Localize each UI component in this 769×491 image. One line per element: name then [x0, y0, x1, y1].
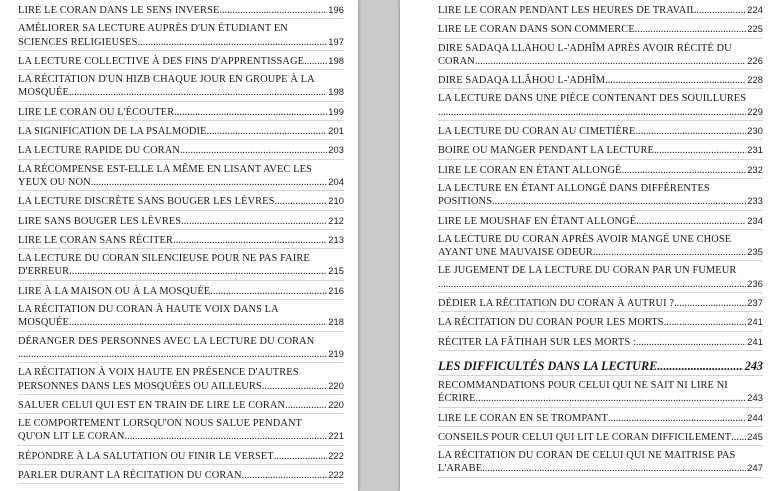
toc-entry[interactable] — [438, 293, 763, 312]
toc-entry-title: MOSQUÉE — [18, 87, 69, 99]
toc-entry-title: DIRE SADAQA LLÂHOU L-'ADHÎM — [438, 75, 606, 87]
toc-entry[interactable] — [438, 408, 763, 427]
toc-entry-row — [18, 265, 344, 278]
toc-entry[interactable] — [438, 312, 763, 331]
toc-entry-row — [18, 469, 344, 482]
toc-entry-title: PARLER DURANT LA RÉCITATION DU CORAN — [18, 470, 242, 482]
toc-entry[interactable] — [438, 332, 763, 351]
toc-entry-title: LA RÉCITATION DU CORAN POUR LES MORTS — [438, 317, 664, 329]
toc-entry-row — [18, 430, 344, 443]
toc-entry-title-line: DIRE SADAQA LLAHOU L-'ADHÎM APRÈS AVOIR RÉCITÉ DU — [438, 42, 732, 54]
toc-page-number: 243 — [747, 393, 763, 404]
toc-entry-title: L'ARABE — [438, 463, 483, 475]
dot-leader — [69, 317, 327, 329]
toc-entry-row — [18, 144, 344, 157]
toc-entry[interactable] — [18, 300, 344, 332]
toc-entry[interactable] — [18, 0, 344, 19]
dot-leader — [608, 413, 746, 425]
toc-entry-row — [18, 4, 344, 17]
toc-entry-title: POSITIONS — [438, 196, 493, 208]
dot-leader — [654, 145, 746, 157]
dot-leader — [219, 5, 327, 17]
toc-entry-row — [18, 86, 344, 99]
dot-leader — [635, 126, 746, 138]
toc-entry[interactable] — [438, 39, 763, 71]
toc-page-number: 247 — [747, 463, 763, 474]
toc-entry-row — [438, 297, 763, 310]
dot-leader — [180, 145, 327, 157]
dot-leader — [622, 165, 747, 177]
dot-leader — [657, 359, 743, 373]
toc-entry[interactable] — [18, 332, 344, 364]
toc-entry-row — [18, 316, 344, 329]
toc-entry-title-line: LA RÉCITATION À VOIX HAUTE EN PRÉSENCE D'AUTRES — [18, 367, 299, 379]
toc-entry[interactable] — [438, 179, 763, 211]
toc-page-number: 196 — [328, 5, 344, 15]
toc-entry-title-line: LA RÉCITATION DU CORAN À HAUTE VOIX DANS LA — [18, 304, 279, 316]
toc-entry-row — [18, 106, 344, 119]
toc-entry-title: LIRE LE CORAN EN SE TROMPANT — [438, 412, 608, 424]
dot-leader — [593, 247, 746, 259]
toc-entry[interactable] — [18, 140, 344, 159]
toc-entry-title: LA LECTURE DISCRÈTE SANS BOUGER LES LÈVRES — [18, 196, 275, 208]
toc-page-number: 197 — [328, 36, 344, 47]
toc-page-number: 203 — [328, 145, 344, 156]
toc-entry-title: LA LECTURE RAPIDE DU CORAN — [18, 145, 180, 157]
toc-entry[interactable] — [438, 121, 763, 140]
toc-entry-title: PERSONNES DANS LES MOSQUÉES OU AILLEURS — [18, 380, 262, 392]
toc-page-number: 199 — [328, 106, 344, 117]
toc-page-number: 235 — [747, 247, 763, 258]
dot-leader — [18, 349, 327, 361]
toc-page-number: 213 — [328, 234, 344, 245]
toc-entry-title-line: LA LECTURE DU CORAN SILENCIEUSE POUR NE PAS FAIRE — [18, 253, 310, 265]
toc-entry-title-line: LE JUGEMENT DE LA LECTURE DU CORAN PAR UN FUMEUR — [438, 265, 737, 277]
toc-page-number: 221 — [328, 431, 344, 442]
toc-entry[interactable] — [438, 140, 763, 159]
dot-leader — [274, 196, 327, 208]
dot-leader — [304, 56, 327, 68]
toc-entry[interactable] — [438, 211, 763, 230]
dot-leader — [636, 337, 746, 349]
toc-page-number: 225 — [747, 24, 763, 35]
toc-entry[interactable] — [18, 446, 344, 465]
toc-entry-row — [18, 234, 344, 247]
dot-leader — [69, 87, 327, 99]
dot-leader — [636, 216, 746, 228]
toc-entry-title: D'ERREUR — [18, 266, 70, 278]
toc-entry-title-line: LA LECTURE EN ÉTANT ALLONGÉ DANS DIFFÉRENTES — [438, 182, 710, 194]
toc-entry-row — [438, 412, 763, 425]
dot-leader — [438, 279, 746, 291]
toc-page-number: 237 — [747, 298, 763, 309]
toc-entry-row — [18, 36, 344, 49]
toc-page-number: 198 — [328, 55, 344, 66]
toc-page-number: 241 — [747, 336, 763, 347]
toc-entry-title: CONSEILS POUR CELUI QUI LIT LE CORAN DIFFICILEMENT — [438, 431, 732, 443]
toc-entry-row — [438, 55, 763, 68]
toc-entry-title-line: LA RÉCITATION D'UN HIZB CHAQUE JOUR EN GROUPE À LA — [18, 74, 315, 86]
toc-page-number: 204 — [328, 176, 344, 187]
toc-entry-row — [18, 176, 344, 189]
toc-entry-title: LIRE LE MOUSHAF EN ÉTANT ALLONGÉ — [438, 215, 637, 227]
toc-entry-row — [438, 316, 763, 329]
toc-entry-title: LA LECTURE DU CORAN AU CIMETIÈRE — [438, 126, 636, 138]
toc-entry-row — [438, 195, 763, 208]
toc-entry[interactable] — [18, 191, 344, 210]
left-page — [0, 0, 358, 491]
toc-entry-row — [438, 125, 763, 138]
dot-leader — [731, 432, 746, 444]
toc-entry-title: LIRE LE CORAN EN ÉTANT ALLONGÉ — [438, 164, 622, 176]
toc-page-number: 224 — [747, 5, 763, 15]
toc-entry-title-line: LA LECTURE DU CORAN APRÈS AVOIR MANGÉ UNE CHOSE — [438, 233, 732, 245]
toc-entry-title: QU'ON LIT LE CORAN — [18, 431, 125, 443]
toc-entry[interactable] — [438, 160, 763, 179]
toc-page-number: 220 — [328, 399, 344, 410]
toc-entry[interactable] — [18, 70, 344, 102]
toc-entry[interactable] — [18, 102, 344, 121]
toc-entry-row — [18, 215, 344, 228]
toc-entry-row — [18, 450, 344, 463]
toc-page-number: 232 — [747, 164, 763, 175]
toc-entry-row — [438, 215, 763, 228]
toc-entry-title: RÉPONDRE À LA SALUTATION OU FINIR LE VERSET — [18, 450, 274, 462]
toc-page-number: 229 — [747, 106, 763, 117]
toc-entry-title: LIRE À LA MAISON OU À LA MOSQUÉE — [18, 285, 211, 297]
toc-page-number: 226 — [747, 55, 763, 66]
toc-entry-title: LA LECTURE COLLECTIVE À DES FINS D'APPRENTISSAGE — [18, 55, 305, 67]
dot-leader — [137, 37, 327, 49]
toc-entry-title-line: AMÉLIORER SA LECTURE AUPRÈS D'UN ÉTUDIANT EN — [18, 23, 288, 35]
toc-page-number: 236 — [747, 278, 763, 289]
toc-entry-row — [18, 380, 344, 393]
toc-entry-title: LIRE LE CORAN DANS LE SENS INVERSE — [18, 5, 220, 16]
toc-page-number: 233 — [747, 196, 763, 207]
toc-list-right — [438, 0, 763, 351]
toc-entry-row — [438, 4, 763, 17]
right-page — [400, 0, 769, 491]
toc-entry[interactable] — [18, 160, 344, 192]
toc-entry-row — [18, 195, 344, 208]
toc-entry-row — [438, 462, 763, 475]
toc-entry-row — [438, 164, 763, 177]
toc-page-number: 234 — [747, 215, 763, 226]
toc-entry-title: LIRE LE CORAN DANS SON COMMERCE — [438, 24, 635, 36]
toc-entry-row — [438, 336, 763, 349]
toc-entry-title: LA SIGNIFICATION DE LA PSALMODIE — [18, 126, 207, 138]
toc-entry[interactable] — [438, 376, 763, 408]
toc-page-number: 222 — [328, 450, 344, 461]
toc-page-number: 222 — [328, 470, 344, 481]
toc-entry-row — [18, 125, 344, 138]
dot-leader — [476, 393, 747, 405]
dot-leader — [207, 126, 328, 138]
toc-entry-title: BOIRE OU MANGER PENDANT LA LECTURE — [438, 145, 654, 157]
toc-entry-title-line: LA RÉCITATION DU CORAN DE CELUI QUI NE MAITRISE PAS — [438, 450, 736, 462]
toc-entry-title: LIRE LE CORAN PENDANT LES HEURES DE TRAVAIL — [438, 5, 697, 16]
toc-entry-row — [18, 399, 344, 412]
toc-entry[interactable] — [438, 427, 763, 446]
dot-leader — [492, 196, 746, 208]
toc-list-left — [18, 0, 344, 484]
section-heading[interactable] — [438, 351, 763, 376]
toc-entry-title: CORAN — [438, 55, 475, 67]
toc-entry[interactable] — [438, 19, 763, 38]
toc-entry-title-line: LE COMPORTEMENT LORSQU'ON NOUS SALUE PENDANT — [18, 418, 302, 430]
toc-entry-title-line: DÉRANGER DES PERSONNES AVEC LA LECTURE DU CORAN — [18, 335, 315, 347]
toc-entry-row — [438, 144, 763, 157]
dot-leader — [482, 463, 746, 475]
toc-page-number: 218 — [328, 317, 344, 328]
toc-page-number: 231 — [747, 145, 763, 156]
dot-leader — [696, 5, 746, 17]
toc-entry-row — [438, 431, 763, 444]
dot-leader — [274, 451, 327, 463]
dot-leader — [664, 317, 747, 329]
toc-entry[interactable] — [18, 211, 344, 230]
dot-leader — [173, 235, 327, 247]
dot-leader — [174, 107, 327, 119]
toc-entry[interactable] — [18, 51, 344, 70]
toc-entry[interactable] — [438, 0, 763, 19]
toc-entry-title-line: LA RÉCOMPENSE EST-ELLE LA MÊME EN LISANT AVEC LES — [18, 163, 312, 175]
toc-entry-title-line: LA LECTURE DANS UNE PIÈCE CONTENANT DES SOUILLURES — [438, 93, 747, 105]
toc-entry-title: LIRE LE CORAN OU L'ÉCOUTER — [18, 106, 175, 118]
toc-entry-row — [438, 246, 763, 259]
toc-entry-row — [18, 348, 344, 361]
dot-leader — [181, 216, 327, 228]
toc-entry-title: YEUX OU NON — [18, 176, 91, 188]
toc-entry-row — [18, 55, 344, 68]
toc-entry[interactable] — [18, 19, 344, 51]
toc-page-number: 198 — [328, 87, 344, 98]
dot-leader — [242, 470, 328, 482]
toc-entry-title: MOSQUÉE — [18, 317, 69, 329]
toc-entry[interactable] — [438, 261, 763, 293]
toc-entry-row — [18, 285, 344, 298]
toc-entry[interactable] — [18, 363, 344, 395]
toc-entry[interactable] — [18, 281, 344, 300]
toc-page-number: 215 — [328, 266, 344, 277]
toc-entry-title: LIRE LE CORAN SANS RÉCITER — [18, 234, 173, 246]
section-page-number: 243 — [744, 358, 763, 373]
dot-leader — [605, 75, 746, 87]
toc-entry-row — [438, 106, 763, 119]
toc-entry-title: RÉCITER LA FÂTIHAH SUR LES MORTS : — [438, 336, 636, 348]
toc-page-number: 220 — [328, 380, 344, 391]
toc-entry[interactable] — [438, 89, 763, 121]
toc-entry-title: LIRE SANS BOUGER LES LÈVRES — [18, 215, 182, 227]
dot-leader — [285, 400, 327, 412]
toc-entry[interactable] — [438, 70, 763, 89]
section-title: LES DIFFICULTÉS DANS LA LECTURE — [438, 358, 658, 373]
toc-page-number: 210 — [328, 196, 344, 207]
toc-entry-title: ÉCRIRE — [438, 393, 476, 405]
toc-entry-row — [438, 23, 763, 36]
toc-entry[interactable] — [18, 230, 344, 249]
toc-entry-title: SALUER CELUI QUI EST EN TRAIN DE LIRE LE CORAN — [18, 399, 286, 411]
dot-leader — [125, 431, 328, 443]
toc-entry-row — [438, 74, 763, 87]
dot-leader — [635, 24, 746, 36]
toc-entry[interactable] — [438, 446, 763, 478]
dot-leader — [262, 381, 327, 393]
toc-page-number: 216 — [328, 285, 344, 296]
toc-page-number: 241 — [747, 317, 763, 328]
toc-entry[interactable] — [18, 414, 344, 446]
dot-leader — [69, 266, 327, 278]
toc-page-number: 219 — [328, 348, 344, 359]
dot-leader — [475, 56, 746, 68]
toc-entry-title-line: RECOMMANDATIONS POUR CELUI QUI NE SAIT NI LIRE NI — [438, 379, 728, 391]
toc-entry-title: DÉDIER LA RÉCITATION DU CORAN À AUTRUI ? — [438, 298, 675, 310]
dot-leader — [210, 286, 327, 298]
toc-entry[interactable] — [18, 465, 344, 484]
toc-page-number: 228 — [747, 75, 763, 86]
toc-entry-row — [438, 392, 763, 405]
toc-page-number: 230 — [747, 126, 763, 137]
toc-entry[interactable] — [18, 121, 344, 140]
dot-leader — [91, 177, 328, 189]
toc-entry[interactable] — [438, 230, 763, 262]
toc-page-number: 201 — [328, 126, 344, 137]
toc-list-right-after — [438, 376, 763, 478]
toc-entry-row — [438, 278, 763, 291]
toc-entry[interactable] — [18, 249, 344, 281]
toc-entry-title: SCIENCES RELIGIEUSES — [18, 36, 138, 48]
toc-page-number: 244 — [747, 412, 763, 423]
toc-page-number: 212 — [328, 215, 344, 226]
toc-entry[interactable] — [18, 395, 344, 414]
dot-leader — [674, 298, 746, 310]
dot-leader — [438, 107, 746, 119]
toc-entry-title: AYANT UNE MAUVAISE ODEUR — [438, 247, 593, 259]
toc-page-number: 245 — [747, 431, 763, 442]
